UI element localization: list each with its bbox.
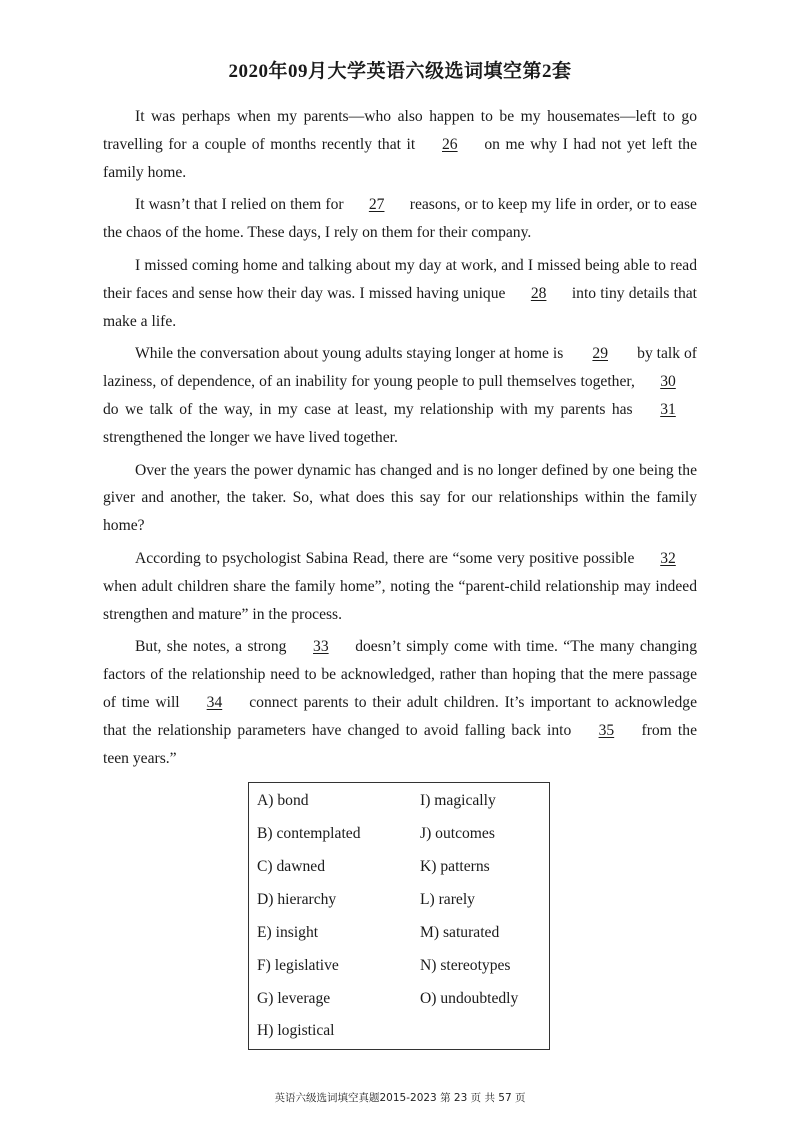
passage-text: reasons, or to keep my life in order, or to ease the chaos of the home. These days, I rely on them for their company.	[103, 196, 697, 242]
option-d: D) hierarchy	[257, 891, 337, 908]
passage-text: by talk of laziness, of dependence, of an inability for young people to pull themselves together,	[103, 345, 697, 391]
passage-text: Over the years the power dynamic has changed and is no longer defined by one being the giver and another, the taker. So, what does this say for our relationships within the family home?	[103, 461, 697, 535]
blank-29: 29	[592, 345, 608, 363]
option-b: B) contemplated	[257, 825, 361, 842]
paragraph	[103, 340, 697, 451]
paragraph	[103, 191, 697, 247]
option-e: E) insight	[257, 924, 319, 941]
paragraph	[103, 545, 697, 628]
page-footer: 英语六级选词填空真题2015-2023 第 23 页 共 57 页	[274, 1092, 526, 1104]
option-c: C) dawned	[257, 858, 325, 875]
blank-31: 31	[660, 400, 676, 418]
paragraph	[103, 457, 697, 540]
blank-28: 28	[530, 284, 547, 302]
passage-text: While the conversation about young adults staying longer at home is	[135, 345, 568, 363]
option-k: K) patterns	[420, 858, 490, 875]
passage	[103, 103, 697, 777]
option-g: G) leverage	[257, 990, 331, 1007]
blank-34: 34	[206, 693, 223, 711]
passage-text: strengthened the longer we have lived together.	[103, 428, 398, 446]
passage-text: According to psychologist Sabina Read, there are “some very positive possible	[135, 549, 639, 567]
word-bank	[248, 782, 550, 1050]
paragraph	[103, 633, 697, 772]
blank-33: 33	[313, 638, 329, 656]
passage-text: I missed coming home and talking about my day at work, and I missed being able to read their faces and sense how their day was. I missed having unique	[103, 256, 697, 302]
blank-32: 32	[660, 549, 676, 567]
option-h: H) logistical	[257, 1022, 335, 1039]
passage-text: do we talk of the way, in my case at least, my relationship with my parents has	[103, 400, 639, 418]
option-a: A) bond	[257, 792, 309, 809]
option-i: I) magically	[420, 792, 496, 809]
passage-text: on me why I had not yet left the family home.	[103, 135, 697, 181]
blank-35: 35	[598, 721, 615, 739]
option-n: N) stereotypes	[420, 957, 511, 974]
blank-27: 27	[368, 196, 385, 214]
blank-30: 30	[660, 373, 676, 391]
option-o: O) undoubtedly	[420, 990, 519, 1007]
passage-text: But, she notes, a strong	[135, 638, 292, 656]
paragraph	[103, 252, 697, 335]
option-j: J) outcomes	[420, 825, 495, 842]
blank-26: 26	[442, 135, 458, 153]
passage-text: into tiny details that make a life.	[103, 284, 697, 330]
passage-text: when adult children share the family home”, noting the “parent-child relationship may indeed strengthen and mature” in the process.	[103, 577, 697, 623]
passage-text: It was perhaps when my parents—who also happen to be my housemates—left to go travelling for a couple of months recently that it	[103, 108, 697, 153]
page-title: 2020年09月大学英语六级选词填空第2套	[228, 61, 572, 82]
passage-text: connect parents to their adult children. It’s important to acknowledge that the relationship parameters have changed to avoid falling back into	[103, 693, 697, 739]
option-f: F) legislative	[257, 957, 339, 974]
option-m: M) saturated	[420, 924, 500, 941]
passage-text: It wasn’t that I relied on them for	[135, 196, 348, 214]
passage-text: from the teen years.”	[103, 721, 697, 767]
option-l: L) rarely	[420, 891, 475, 908]
paragraph	[103, 103, 697, 186]
passage-text: doesn’t simply come with time. “The many changing factors of the relationship need to be acknowledged, rather than hoping that the mere passage of time will	[103, 638, 697, 711]
